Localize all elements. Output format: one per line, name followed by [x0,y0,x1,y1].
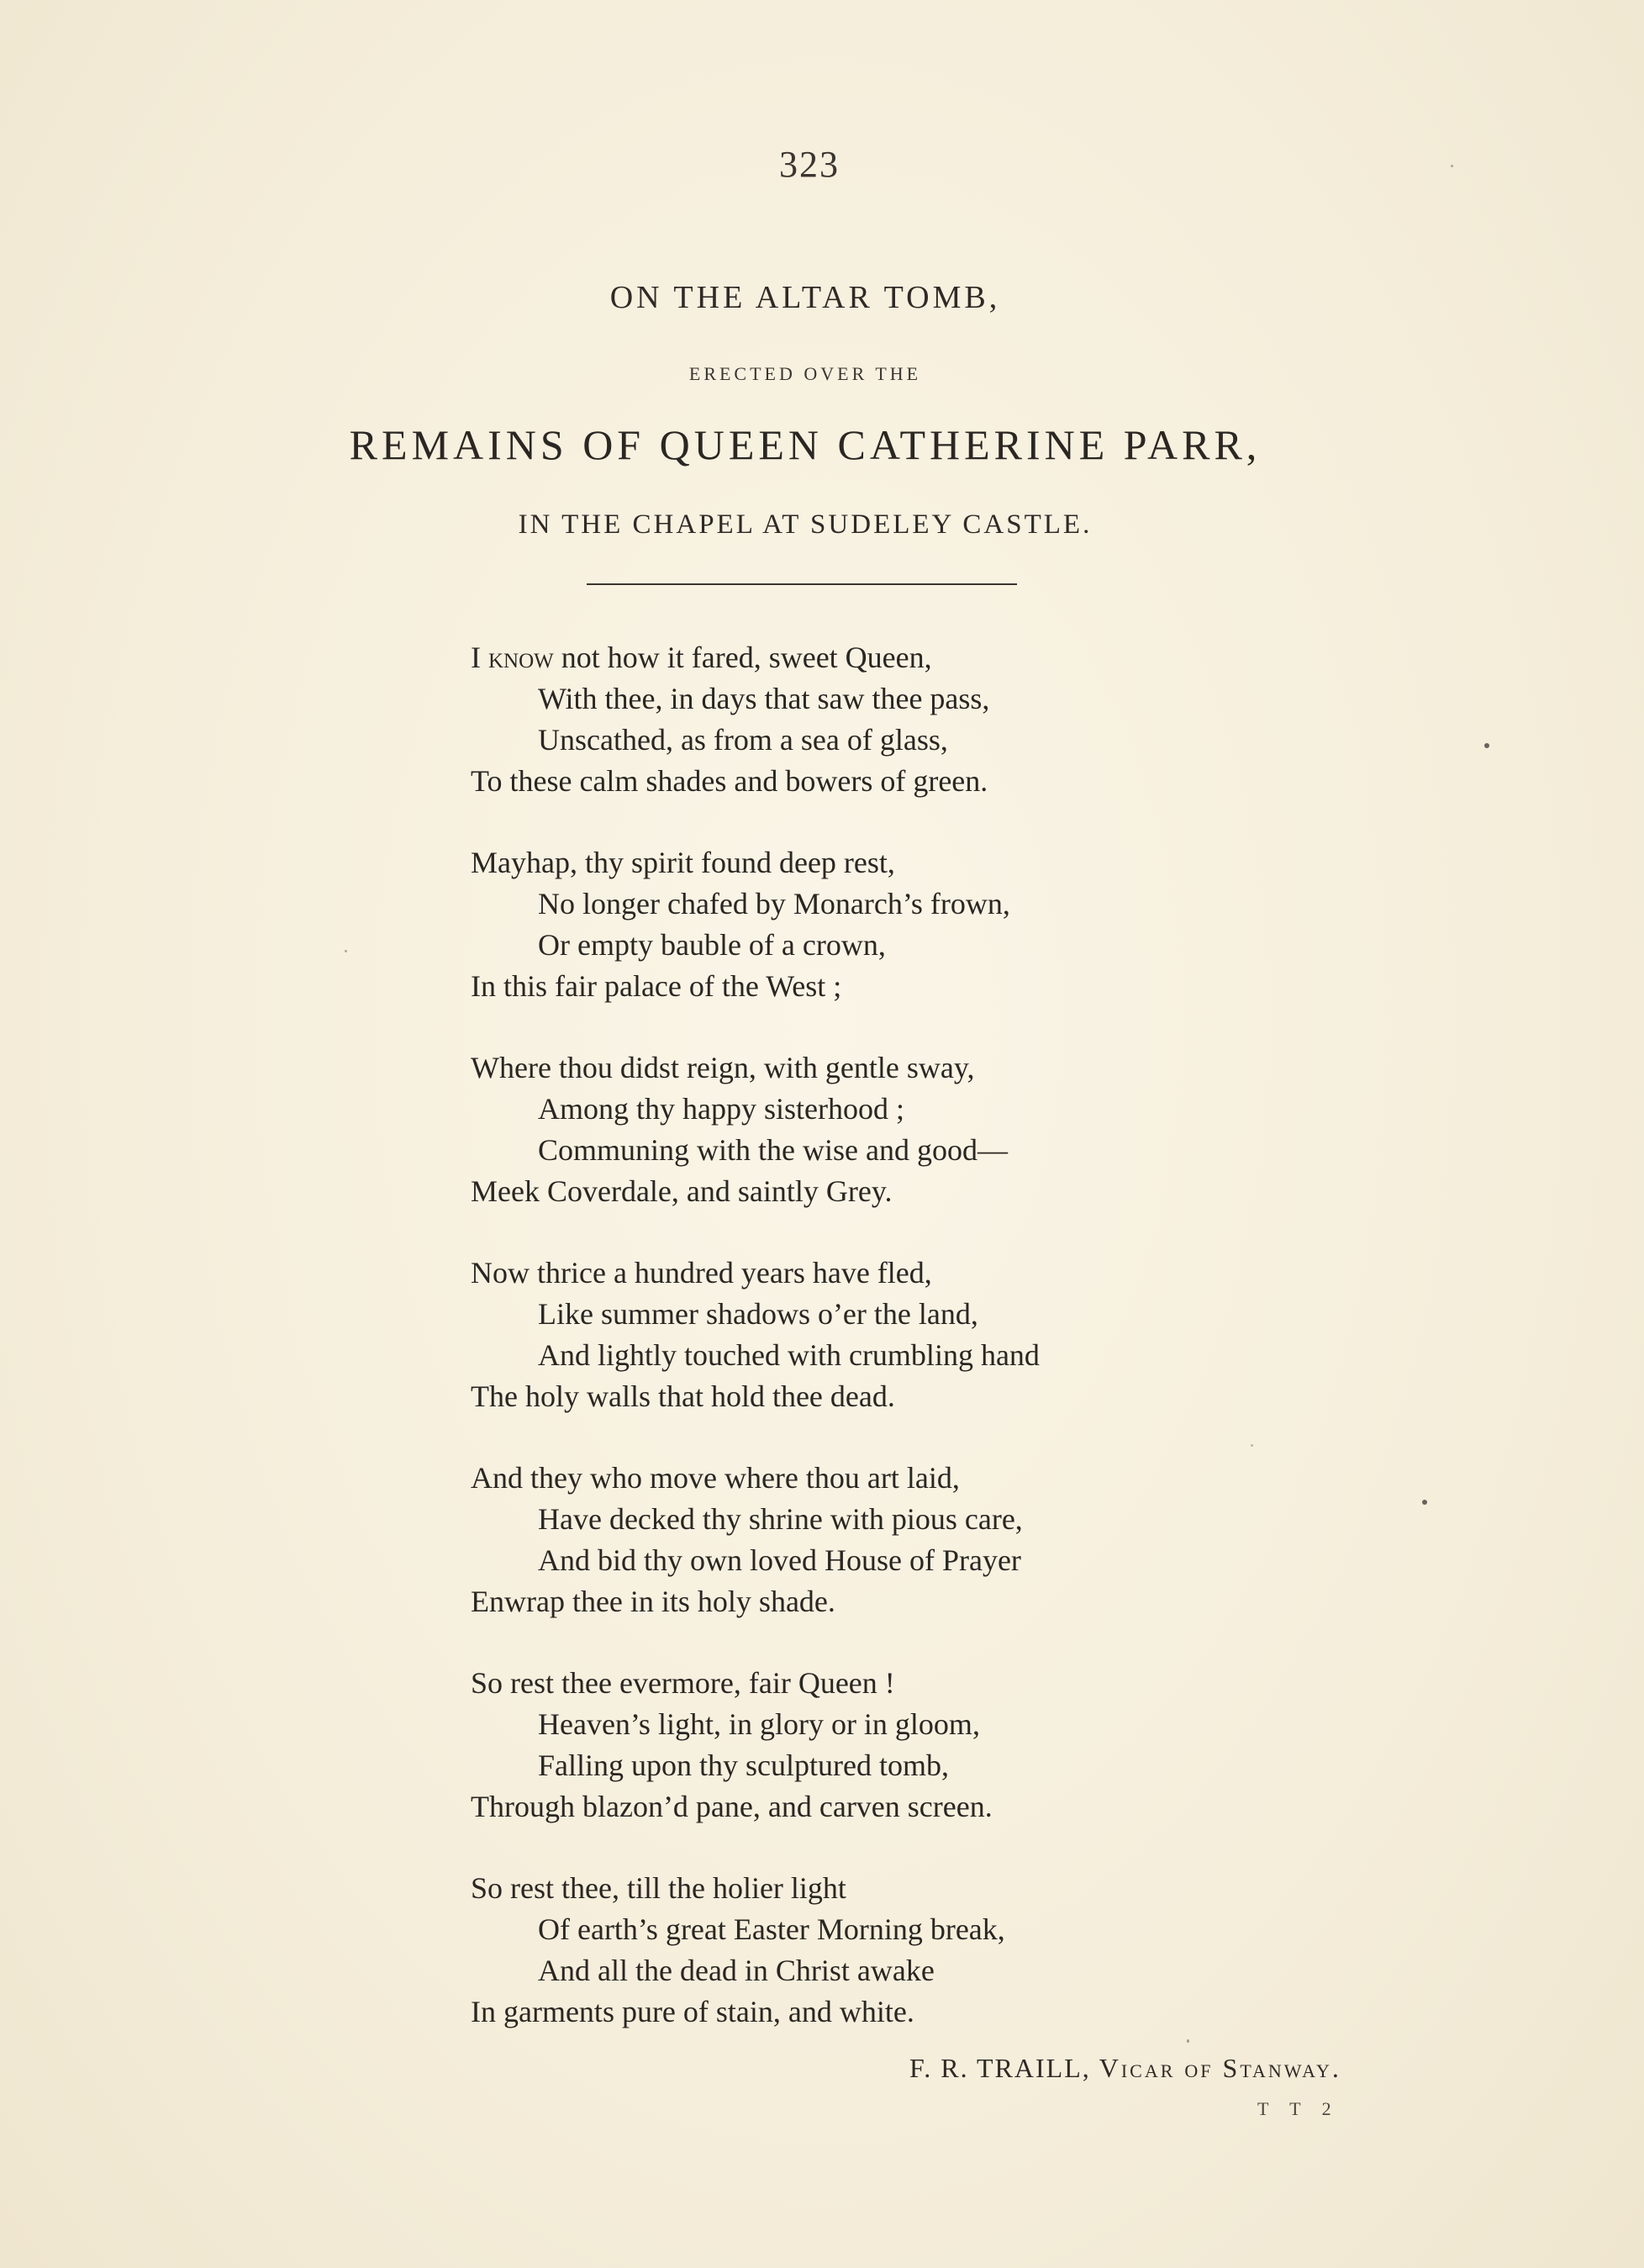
poem-line-rest: not how it fared, sweet Queen, [553,641,932,674]
poem-line: So rest thee evermore, fair Queen ! [471,1666,895,1700]
poem-line: Enwrap thee in its holy shade. [471,1585,835,1618]
poem-line: So rest thee, till the holier light [471,1871,846,1905]
poem-line: Of earth’s great Easter Morning break, [538,1912,1005,1946]
stanza-2 [471,842,1479,1007]
poem-line: The holy walls that hold thee dead. [471,1379,895,1413]
divider-rule [587,583,1017,585]
poem-line: Meek Coverdale, and saintly Grey. [471,1174,893,1208]
poem [471,637,1479,2073]
paper-speck [1422,1500,1427,1505]
paper-speck [1451,165,1453,167]
poem-line: Mayhap, thy spirit found deep rest, [471,846,895,879]
poem-line: Communing with the wise and good— [538,1133,1008,1167]
signature-name: F. R. TRAILL, [909,2053,1091,2083]
page-number: 323 [779,144,840,185]
poem-line: And bid thy own loved House of Prayer [538,1543,1021,1577]
stanza-3 [471,1047,1479,1212]
poem-line: Falling upon thy sculptured tomb, [538,1748,949,1782]
heading-title: ON THE ALTAR TOMB, [609,280,1001,315]
poem-line: In garments pure of stain, and white. [471,1995,914,2028]
poem-line: And lightly touched with crumbling hand [538,1338,1040,1372]
poem-line: To these calm shades and bowers of green. [471,764,988,798]
poem-line: Like summer shadows o’er the land, [538,1297,978,1331]
paper-speck [345,950,347,952]
poem-line: Or empty bauble of a crown, [538,928,886,962]
heading-main: REMAINS OF QUEEN CATHERINE PARR, [349,421,1262,468]
paper-speck [1484,743,1489,748]
heading-location: IN THE CHAPEL AT SUDELEY CASTLE. [518,509,1093,540]
heading-subtitle: ERECTED OVER THE [688,363,922,384]
poem-line: And they who move where thou art laid, [471,1461,960,1495]
stanza-6 [471,1663,1479,1828]
stanza-7 [471,1868,1479,2033]
poem-line: Where thou didst reign, with gentle sway, [471,1051,975,1084]
poem-line: Among thy happy sisterhood ; [538,1092,904,1126]
poem-line: Now thrice a hundred years have fled, [471,1256,932,1290]
stanza-1 [471,637,1479,802]
poem-line: And all the dead in Christ awake [538,1954,935,1987]
poem-line: Through blazon’d pane, and carven screen. [471,1790,993,1823]
signature [909,2053,1341,2084]
poem-line: No longer chafed by Monarch’s frown, [538,887,1010,920]
stanza-5 [471,1458,1479,1622]
poem-line: Unscathed, as from a sea of glass, [538,723,948,757]
stanza-4 [471,1253,1479,1417]
paper-speck [1251,1444,1253,1447]
poem-line-small-caps: know [488,641,554,674]
poem-line: Heaven’s light, in glory or in gloom, [538,1707,980,1741]
poem-line-first-word: I [471,641,481,674]
poem-line: In this fair palace of the West ; [471,969,842,1003]
signature-title: Vicar of Stanway. [1099,2053,1341,2083]
poem-line [471,637,1479,678]
poem-line: With thee, in days that saw thee pass, [538,682,990,715]
poem-line: Have decked thy shrine with pious care, [538,1502,1023,1536]
sheet-signature-mark: T T 2 [1257,2098,1340,2119]
paper-speck [1187,2039,1189,2043]
